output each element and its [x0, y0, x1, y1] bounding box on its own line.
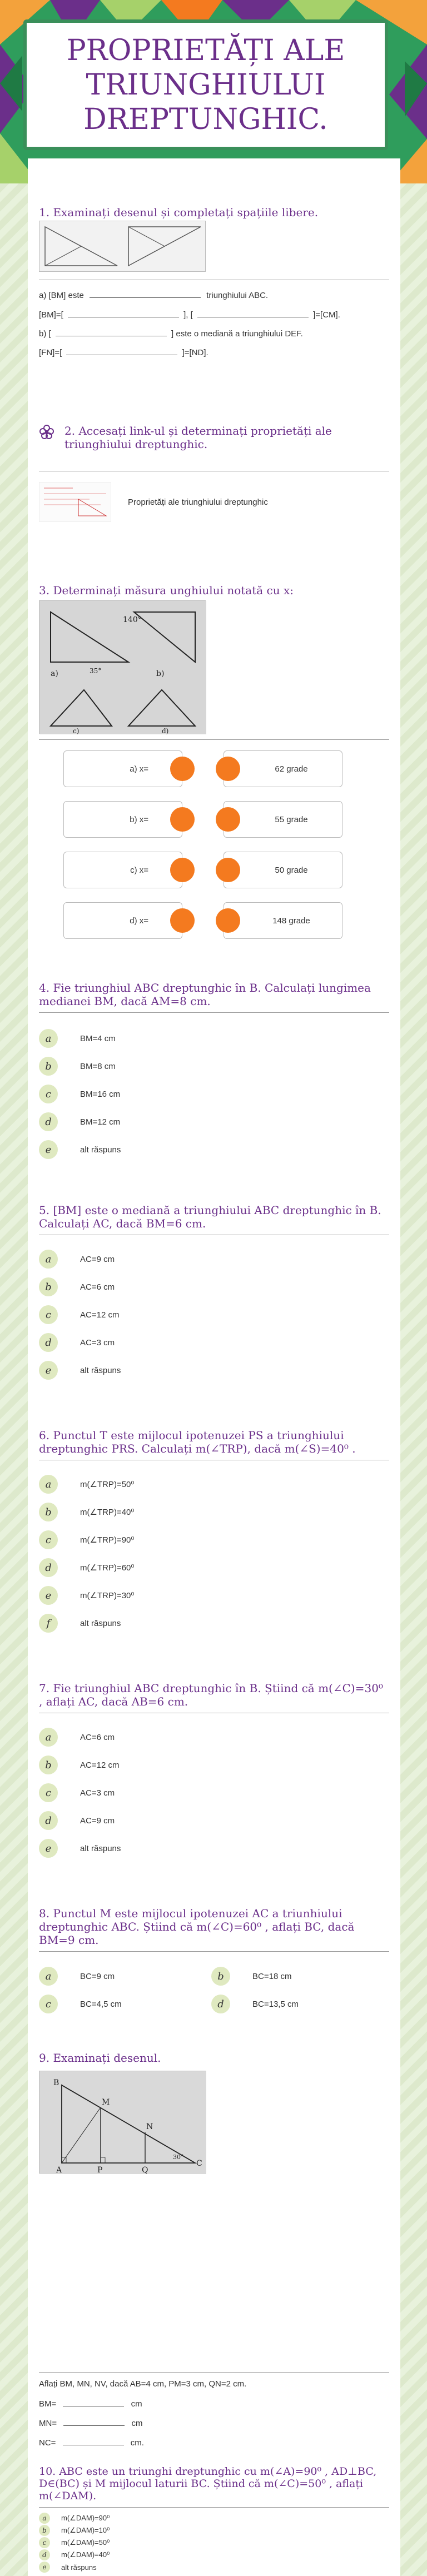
question-9-task: Aflați BM, MN, NV, dacă AB=4 cm, PM=3 cm, QN=2 cm.	[39, 2379, 247, 2389]
line-3-text-after: ] este o mediană a triunghiului DEF.	[171, 329, 303, 339]
question-2-title: 2. Accesați link-ul și determinați proprietăți ale triunghiului dreptunghic.	[64, 424, 332, 451]
option-c[interactable]	[39, 1994, 122, 2014]
option-e[interactable]	[39, 1140, 121, 1160]
match-row-c	[63, 852, 342, 888]
option-letter: d	[39, 1333, 58, 1352]
option-f[interactable]	[39, 1613, 121, 1633]
question-1	[39, 206, 389, 219]
option-text: m(∠DAM)=40⁰	[61, 2550, 110, 2559]
match-row-b	[63, 801, 342, 838]
question-5-title: 5. [BM] este o mediană a triunghiului ABC dreptunghic în B. Calculați AC, dacă BM=6 cm.	[39, 1204, 381, 1230]
field-label: NC=	[39, 2438, 56, 2448]
question-9	[39, 2051, 389, 2065]
link-thumbnail[interactable]	[39, 482, 111, 522]
option-a[interactable]	[39, 1028, 116, 1048]
option-letter: a	[39, 1728, 58, 1747]
option-letter: a	[39, 1967, 58, 1986]
field-unit: cm	[131, 2419, 143, 2428]
question-5-options	[39, 1249, 389, 1394]
option-b[interactable]	[39, 1056, 116, 1076]
question-6-options	[39, 1474, 389, 1647]
option-letter: f	[39, 1614, 58, 1633]
question-1-line-3	[39, 329, 389, 339]
option-letter: a	[39, 1250, 58, 1269]
option-text: m(∠TRP)=30⁰	[80, 1591, 135, 1600]
option-text: AC=9 cm	[80, 1254, 115, 1264]
match-row-d	[63, 902, 342, 939]
q3-image-label-angle-left: 35°	[90, 667, 102, 675]
option-letter: e	[39, 1839, 58, 1858]
option-letter: b	[211, 1967, 230, 1986]
q9-label-B: B	[53, 2078, 59, 2087]
question-3-title: 3. Determinați măsura unghiului notată cu x:	[39, 584, 294, 597]
option-e[interactable]	[39, 1585, 134, 1605]
q9-label-P: P	[97, 2166, 103, 2174]
line-1-text-before: a) [BM] este	[39, 291, 84, 300]
field-unit: cm.	[130, 2438, 144, 2448]
option-b[interactable]	[39, 1755, 119, 1775]
field-nc-input[interactable]	[63, 2438, 124, 2445]
option-letter: c	[39, 1995, 58, 2013]
line-2-text-before: [BM]=[	[39, 310, 63, 320]
option-letter: d	[39, 2549, 50, 2560]
match-right-b[interactable]: 55 grade	[224, 801, 342, 838]
option-letter: a	[39, 1475, 58, 1494]
option-text: BM=4 cm	[80, 1033, 116, 1043]
link-label[interactable]: Proprietăți ale triunghiului dreptunghic	[128, 497, 268, 507]
question-6-title: 6. Punctul T este mijlocul ipotenuzei PS a triunghiului dreptunghic PRS. Calculați m(∠TRP), dacă m(∠S)=40⁰ .	[39, 1429, 356, 1455]
option-a[interactable]	[39, 1966, 115, 1986]
q9-label-angle: 30°	[173, 2154, 184, 2161]
option-letter: c	[39, 1783, 58, 1802]
match-right-c[interactable]: 50 grade	[224, 852, 342, 888]
question-4-options	[39, 1028, 389, 1173]
option-text: AC=12 cm	[80, 1760, 120, 1770]
option-b[interactable]	[39, 2525, 110, 2536]
field-nc	[39, 2438, 389, 2448]
match-right-d[interactable]: 148 grade	[224, 902, 342, 939]
content-area	[28, 158, 400, 2576]
option-text: alt răspuns	[80, 1618, 121, 1628]
option-text: AC=6 cm	[80, 1282, 115, 1292]
blank-field-4[interactable]	[56, 329, 167, 336]
question-10-options	[39, 2513, 389, 2574]
option-e[interactable]	[39, 1360, 121, 1380]
question-10-title: 10. ABC este un triunghi dreptunghic cu m(∠A)=90⁰ , AD⊥BC, D∈(BC) și M mijlocul laturii BC. Știind că m(∠C)=50⁰ , aflați m(∠DAM).	[39, 2465, 377, 2502]
question-3-image	[39, 600, 206, 734]
option-text: alt răspuns	[61, 2563, 97, 2572]
option-letter: e	[39, 1361, 58, 1380]
option-c[interactable]	[39, 1305, 119, 1325]
option-d[interactable]	[211, 1994, 299, 2014]
field-mn-input[interactable]	[63, 2418, 125, 2426]
question-7-options	[39, 1727, 389, 1872]
option-text: alt răspuns	[80, 1365, 121, 1375]
option-letter: e	[39, 1140, 58, 1159]
match-left-a[interactable]: a) x=	[63, 750, 182, 787]
option-text: BC=4,5 cm	[80, 1999, 122, 2009]
question-8-title: 8. Punctul M este mijlocul ipotenuzei AC a triunhiului dreptunghic ABC. Știind că m(∠C)=60⁰ , aflați BC, dacă BM=9 cm.	[39, 1907, 355, 1947]
option-text: alt răspuns	[80, 1145, 121, 1155]
option-letter: b	[39, 1057, 58, 1076]
line-4-text-after: ]=[ND].	[182, 348, 208, 357]
option-letter: e	[39, 2562, 50, 2573]
option-text: m(∠TRP)=50⁰	[80, 1480, 135, 1489]
blank-field-3[interactable]	[197, 310, 309, 317]
option-text: m(∠TRP)=40⁰	[80, 1508, 135, 1517]
field-unit: cm	[131, 2399, 142, 2409]
flower-icon	[39, 424, 54, 440]
match-dot-right-a[interactable]	[216, 757, 240, 781]
option-letter: b	[39, 2525, 50, 2536]
option-text: m(∠TRP)=90⁰	[80, 1535, 135, 1545]
question-9-image	[39, 2071, 206, 2174]
line-2-text-mid: ], [	[183, 310, 193, 320]
question-2	[39, 424, 389, 451]
question-8-divider	[39, 1951, 389, 1952]
field-label: MN=	[39, 2419, 57, 2428]
question-8-options	[39, 1966, 389, 2016]
option-text: BC=13,5 cm	[252, 1999, 299, 2009]
question-10	[39, 2465, 389, 2502]
option-letter: c	[39, 1305, 58, 1324]
question-3	[39, 584, 389, 597]
question-3-divider	[39, 739, 389, 740]
question-2-link-card[interactable]	[39, 480, 389, 524]
option-letter: a	[39, 1029, 58, 1048]
question-4-divider	[39, 1012, 389, 1013]
option-text: AC=12 cm	[80, 1310, 120, 1320]
option-a[interactable]	[39, 1249, 115, 1269]
match-dot-right-b[interactable]	[216, 807, 240, 832]
field-label: BM=	[39, 2399, 57, 2409]
match-dot-left-d[interactable]	[170, 908, 195, 933]
option-letter: c	[39, 2537, 50, 2548]
option-c[interactable]	[39, 2537, 110, 2548]
q3-image-label-d: d)	[162, 727, 169, 734]
option-d[interactable]	[39, 1112, 120, 1132]
blank-field-5[interactable]	[66, 347, 177, 355]
question-1-line-2	[39, 310, 389, 320]
match-row-a	[63, 750, 342, 787]
match-dot-left-c[interactable]	[170, 858, 195, 882]
question-8	[39, 1907, 389, 1952]
option-a[interactable]	[39, 1474, 134, 1494]
line-3-text-before: b) [	[39, 329, 51, 339]
q9-label-C: C	[196, 2159, 202, 2168]
q9-label-M: M	[102, 2098, 110, 2107]
option-text: BC=18 cm	[252, 1971, 292, 1981]
match-dot-left-a[interactable]	[170, 757, 195, 781]
option-text: AC=6 cm	[80, 1732, 115, 1742]
option-letter: d	[211, 1995, 230, 2013]
option-text: AC=9 cm	[80, 1816, 115, 1826]
option-d[interactable]	[39, 1332, 115, 1352]
match-left-b[interactable]: b) x=	[63, 801, 182, 838]
option-d[interactable]	[39, 1558, 134, 1578]
option-text: AC=3 cm	[80, 1788, 115, 1798]
header-card	[23, 19, 388, 150]
option-text: m(∠DAM)=10⁰	[61, 2526, 110, 2534]
question-6	[39, 1429, 389, 1460]
option-letter: c	[39, 1085, 58, 1103]
option-c[interactable]	[39, 1084, 120, 1104]
option-b[interactable]	[211, 1966, 291, 1986]
option-b[interactable]	[39, 1502, 134, 1522]
question-1-image	[39, 221, 206, 272]
blank-field-2[interactable]	[68, 310, 179, 317]
option-text: BM=12 cm	[80, 1117, 121, 1127]
match-left-d[interactable]: d) x=	[63, 902, 182, 939]
question-4-title: 4. Fie triunghiul ABC dreptunghic în B. Calculați lungimea medianei BM, dacă AM=8 cm.	[39, 981, 371, 1008]
question-9-divider	[39, 2372, 389, 2373]
field-bm	[39, 2399, 389, 2409]
option-a[interactable]	[39, 1727, 115, 1747]
option-letter: d	[39, 1112, 58, 1131]
line-4-text-before: [FN]=[	[39, 348, 62, 357]
q9-label-Q: Q	[142, 2166, 148, 2174]
line-2-text-after: ]=[CM].	[313, 310, 340, 320]
option-d[interactable]	[39, 1811, 115, 1831]
question-10-divider	[39, 2507, 389, 2508]
line-1-text-after: triunghiului ABC.	[206, 291, 269, 300]
q3-image-label-a: a)	[51, 669, 58, 678]
option-text: m(∠TRP)=60⁰	[80, 1563, 135, 1573]
option-text: BC=9 cm	[80, 1971, 115, 1981]
option-text: AC=3 cm	[80, 1337, 115, 1347]
option-text: m(∠DAM)=90⁰	[61, 2514, 110, 2522]
option-letter: b	[39, 1756, 58, 1774]
option-text: BM=16 cm	[80, 1089, 121, 1099]
q3-image-label-c: c)	[73, 727, 80, 734]
blank-field-1[interactable]	[90, 290, 201, 298]
option-letter: e	[39, 1586, 58, 1605]
option-letter: d	[39, 1811, 58, 1830]
q3-image-label-angle-top: 140°	[123, 615, 142, 624]
match-dot-right-d[interactable]	[216, 908, 240, 933]
question-1-line-1	[39, 290, 389, 300]
match-dot-left-b[interactable]	[170, 807, 195, 832]
q9-label-A: A	[56, 2166, 62, 2174]
option-letter: b	[39, 1277, 58, 1296]
q3-image-label-b: b)	[156, 669, 165, 678]
option-b[interactable]	[39, 1277, 115, 1297]
match-left-c[interactable]: c) x=	[63, 852, 182, 888]
option-c[interactable]	[39, 1783, 115, 1803]
question-7-title: 7. Fie triunghiul ABC dreptunghic în B. Știind că m(∠C)=30⁰ , aflați AC, dacă AB=6 cm.	[39, 1682, 383, 1708]
match-right-a[interactable]: 62 grade	[224, 750, 342, 787]
question-5	[39, 1204, 389, 1235]
q9-label-N: N	[146, 2122, 153, 2131]
option-d[interactable]	[39, 2549, 110, 2560]
option-letter: a	[39, 2513, 50, 2524]
option-text: alt răspuns	[80, 1843, 121, 1853]
option-c[interactable]	[39, 1530, 134, 1550]
field-bm-input[interactable]	[63, 2399, 124, 2406]
option-letter: b	[39, 1503, 58, 1521]
question-9-title: 9. Examinați desenul.	[39, 2051, 161, 2065]
option-text: m(∠DAM)=50⁰	[61, 2538, 110, 2547]
option-letter: c	[39, 1530, 58, 1549]
option-e[interactable]	[39, 2562, 97, 2573]
option-text: BM=8 cm	[80, 1061, 116, 1071]
question-4	[39, 981, 389, 1013]
option-a[interactable]	[39, 2513, 110, 2524]
question-7	[39, 1682, 389, 1713]
option-e[interactable]	[39, 1838, 121, 1858]
field-mn	[39, 2418, 389, 2428]
match-dot-right-c[interactable]	[216, 858, 240, 882]
question-1-title: 1. Examinați desenul și completați spațiile libere.	[39, 206, 319, 219]
page-title: PROPRIETĂȚI ALE TRIUNGHIULUI DREPTUNGHIC.	[66, 33, 345, 136]
question-1-line-4	[39, 347, 389, 357]
option-letter: d	[39, 1558, 58, 1577]
